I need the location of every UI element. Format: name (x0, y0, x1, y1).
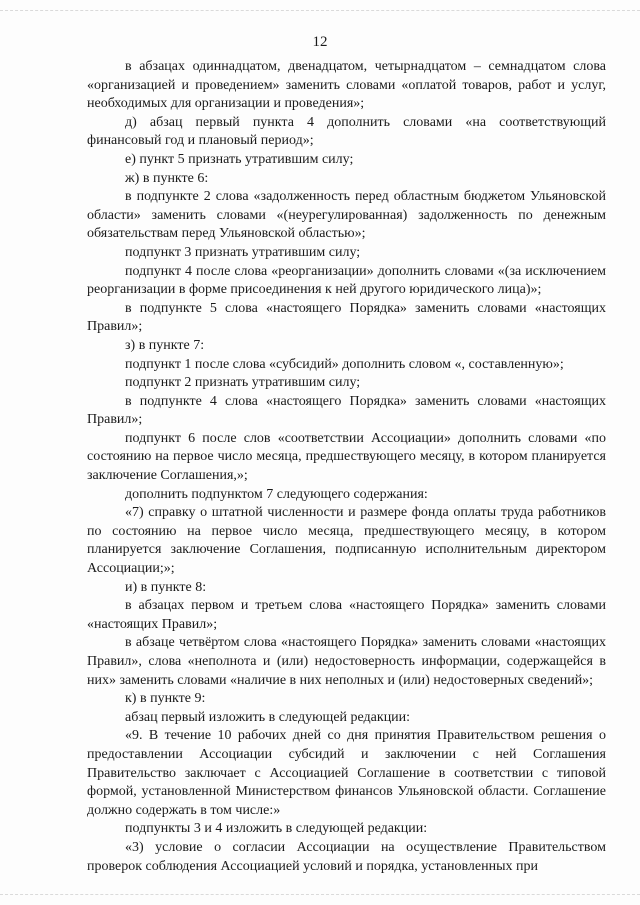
paragraph: в подпункте 4 слова «настоящего Порядка» заменить словами «настоящих Правил»; (87, 393, 606, 428)
paragraph: подпункт 4 после слова «реорганизации» дополнить словами «(за исключением реорганизации в форме присоединения к ней другого юридического лица)»; (87, 263, 606, 298)
paragraph: ж) в пункте 6: (125, 170, 209, 186)
paragraph: з) в пункте 7: (125, 337, 205, 353)
paragraph: в абзацах одиннадцатом, двенадцатом, четырнадцатом – семнадцатом слова «организацией и проведением» заменить словами «оплатой товаров, работ и услуг, необходимых для организации и проведения»; (87, 59, 606, 112)
paragraph: подпункты 3 и 4 изложить в следующей редакции: (125, 821, 428, 837)
paragraph: абзац первый изложить в следующей редакции: (125, 709, 411, 725)
page-number: 12 (312, 34, 328, 50)
paragraph: и) в пункте 8: (125, 579, 207, 595)
paragraph: «7) справку о штатной численности и размере фонда оплаты труда работников по состоянию на первое число месяца, предшествующего месяцу, в котором планируется заключение Соглашения, подписанную исполнительным директором Ассоциации;»; (87, 505, 606, 577)
paragraph: е) пункт 5 признать утратившим силу; (125, 151, 354, 167)
paragraph: дополнить подпунктом 7 следующего содержания: (125, 486, 428, 502)
scan-edge-top (0, 0, 640, 11)
paragraph: к) в пункте 9: (125, 691, 206, 707)
paragraph: в подпункте 5 слова «настоящего Порядка» заменить словами «настоящих Правил»; (87, 300, 606, 335)
paragraph: в абзацах первом и третьем слова «настоящего Порядка» заменить словами «настоящих Правил»; (87, 598, 606, 632)
paragraph: в абзаце четвёртом слова «настоящего Порядка» заменить словами «настоящих Правил», слова «неполнота и (или) недостоверность информации, содержащейся в них» заменить словами «наличие в них неполных и (или) недостоверных сведений»; (87, 635, 606, 688)
document-body (87, 58, 606, 876)
paragraph: в подпункте 2 слова «задолженность перед областным бюджетом Ульяновской области» заменить словами «(неурегулированная) задолженность по денежным обязательствам перед Ульяновской областью»; (87, 189, 606, 242)
paragraph: д) абзац первый пункта 4 дополнить словами «на соответствующий финансовый год и плановый период»; (87, 114, 606, 149)
paragraph: подпункт 6 после слов «соответствии Ассоциации» дополнить словами «по состоянию на первое число месяца, предшествующего месяцу, в котором планируется заключение Соглашения,»; (87, 430, 606, 484)
paragraph: подпункт 2 признать утратившим силу; (125, 375, 361, 391)
paragraph: подпункт 1 после слова «субсидий» дополнить словом «, составленную»; (125, 356, 564, 372)
paragraph: «3) условие о согласии Ассоциации на осуществление Правительством проверок соблюдения Ассоциацией условий и порядка, установленных при (87, 839, 606, 874)
paragraph: подпункт 3 признать утратившим силу; (125, 244, 361, 260)
paragraph: «9. В течение 10 рабочих дней со дня принятия Правительством решения о предоставлении Ассоциации субсидий и заключении с ней Соглашения Правительство заключает с Ассоциацией Соглашение в соответствии с типовой формой, установленной Министерством финансов Ульяновской области. Соглашение должно содержать в том числе:» (87, 728, 606, 818)
scan-edge-bottom (0, 894, 640, 905)
